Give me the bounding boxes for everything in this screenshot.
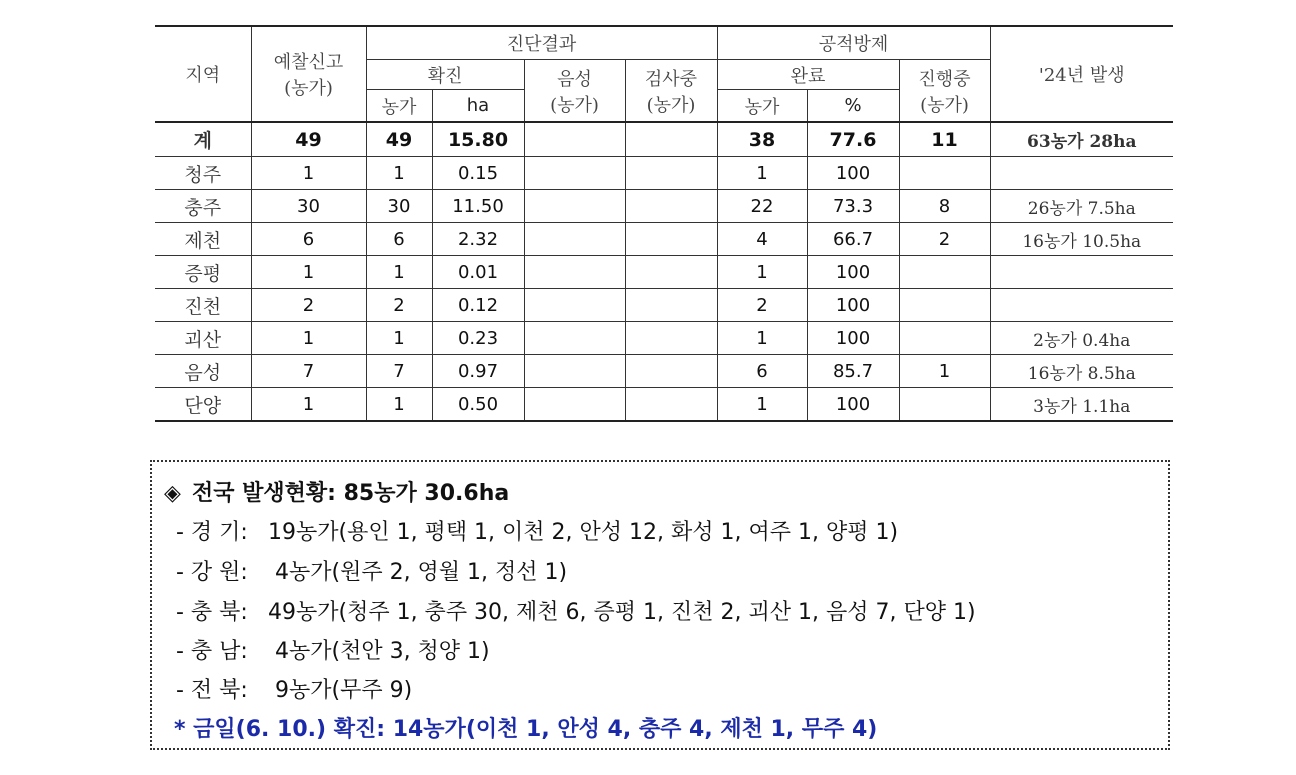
cell-done-farms: 38	[717, 122, 807, 157]
cell-prev	[990, 289, 1173, 322]
cell-region: 진천	[155, 289, 251, 322]
header-done-pct: %	[807, 90, 899, 123]
cell-in-progress: 1	[899, 355, 990, 388]
header-conf-ha: ha	[432, 90, 524, 123]
cell-reported: 1	[251, 322, 366, 355]
cell-negative	[524, 388, 625, 422]
cell-reported: 7	[251, 355, 366, 388]
header-negative-line2: (농가)	[550, 94, 599, 116]
cell-prev: 2농가 0.4ha	[990, 322, 1173, 355]
cell-in-progress	[899, 388, 990, 422]
cell-done-pct: 100	[807, 322, 899, 355]
notice-line-label: - 강 원:	[176, 560, 248, 585]
cell-prev: 63농가 28ha	[990, 122, 1173, 157]
header-in-progress-line1: 진행중	[918, 68, 971, 90]
cell-conf-farms: 1	[366, 322, 432, 355]
header-testing-line1: 검사중	[644, 68, 698, 90]
table-row	[155, 256, 1173, 289]
cell-in-progress	[899, 157, 990, 190]
cell-in-progress: 11	[899, 122, 990, 157]
header-done-farms: 농가	[717, 90, 807, 123]
table-body	[155, 157, 1173, 422]
cell-region: 증평	[155, 256, 251, 289]
header-prev-year: '24년 발생	[990, 26, 1173, 122]
cell-in-progress	[899, 322, 990, 355]
header-done: 완료	[717, 60, 899, 90]
cell-done-pct: 100	[807, 289, 899, 322]
notice-line-chungbuk	[176, 595, 976, 626]
notice-today-confirmed: * 금일(6. 10.) 확진: 14농가(이천 1, 안성 4, 충주 4, 제천 1, 무주 4)	[174, 717, 878, 742]
cell-conf-farms: 1	[366, 256, 432, 289]
notice-line-chungnam	[176, 634, 490, 665]
header-reported	[251, 26, 366, 122]
cell-negative	[524, 355, 625, 388]
cell-conf-farms: 7	[366, 355, 432, 388]
cell-conf-ha: 0.12	[432, 289, 524, 322]
cell-done-farms: 1	[717, 322, 807, 355]
notice-line-text: 49농가(청주 1, 충주 30, 제천 6, 증평 1, 진천 2, 괴산 1, 음성 7, 단양 1)	[268, 600, 976, 625]
cell-conf-farms: 1	[366, 388, 432, 422]
cell-testing	[625, 157, 717, 190]
cell-negative	[524, 122, 625, 157]
cell-in-progress	[899, 256, 990, 289]
cell-conf-farms: 2	[366, 289, 432, 322]
cell-reported: 30	[251, 190, 366, 223]
table-row	[155, 388, 1173, 422]
cell-reported: 49	[251, 122, 366, 157]
header-testing	[625, 60, 717, 123]
cell-negative	[524, 157, 625, 190]
cell-reported: 6	[251, 223, 366, 256]
diamond-bullet-icon: ◈	[164, 481, 181, 506]
cell-reported: 1	[251, 157, 366, 190]
header-in-progress-line2: (농가)	[920, 94, 969, 116]
cell-testing	[625, 223, 717, 256]
outbreak-status-table	[155, 25, 1173, 422]
cell-testing	[625, 388, 717, 422]
header-negative	[524, 60, 625, 123]
notice-headline	[164, 476, 509, 507]
cell-conf-farms: 49	[366, 122, 432, 157]
header-conf-farms: 농가	[366, 90, 432, 123]
cell-conf-ha: 0.23	[432, 322, 524, 355]
cell-region: 청주	[155, 157, 251, 190]
notice-line-gyeonggi	[176, 515, 898, 546]
notice-line-text: 4농가(원주 2, 영월 1, 정선 1)	[268, 560, 568, 585]
cell-testing	[625, 322, 717, 355]
cell-done-farms: 2	[717, 289, 807, 322]
cell-conf-farms: 30	[366, 190, 432, 223]
cell-region: 계	[155, 122, 251, 157]
cell-negative	[524, 322, 625, 355]
header-region: 지역	[155, 26, 251, 122]
cell-done-pct: 100	[807, 388, 899, 422]
cell-conf-ha: 11.50	[432, 190, 524, 223]
cell-testing	[625, 122, 717, 157]
notice-line-jeonbuk	[176, 673, 412, 704]
cell-region: 괴산	[155, 322, 251, 355]
cell-prev: 26농가 7.5ha	[990, 190, 1173, 223]
cell-region: 단양	[155, 388, 251, 422]
notice-line-label: - 충 남:	[176, 639, 248, 664]
cell-prev: 3농가 1.1ha	[990, 388, 1173, 422]
nationwide-status-box	[150, 460, 1170, 750]
cell-done-pct: 100	[807, 256, 899, 289]
cell-negative	[524, 256, 625, 289]
cell-prev: 16농가 8.5ha	[990, 355, 1173, 388]
notice-headline-text: 전국 발생현황: 85농가 30.6ha	[192, 481, 510, 506]
cell-testing	[625, 355, 717, 388]
cell-reported: 1	[251, 256, 366, 289]
cell-done-farms: 1	[717, 157, 807, 190]
cell-region: 음성	[155, 355, 251, 388]
cell-conf-ha: 0.97	[432, 355, 524, 388]
cell-in-progress: 2	[899, 223, 990, 256]
cell-conf-ha: 15.80	[432, 122, 524, 157]
cell-testing	[625, 256, 717, 289]
cell-reported: 1	[251, 388, 366, 422]
table-row	[155, 355, 1173, 388]
cell-done-farms: 1	[717, 256, 807, 289]
cell-done-pct: 73.3	[807, 190, 899, 223]
cell-done-farms: 22	[717, 190, 807, 223]
cell-done-pct: 100	[807, 157, 899, 190]
cell-testing	[625, 190, 717, 223]
notice-line-text: 19농가(용인 1, 평택 1, 이천 2, 안성 12, 화성 1, 여주 1, 양평 1)	[268, 520, 899, 545]
header-testing-line2: (농가)	[646, 94, 696, 116]
notice-line-gangwon	[176, 555, 567, 586]
cell-region: 충주	[155, 190, 251, 223]
cell-region: 제천	[155, 223, 251, 256]
cell-in-progress	[899, 289, 990, 322]
cell-conf-farms: 6	[366, 223, 432, 256]
header-diagnosis: 진단결과	[366, 26, 717, 60]
cell-done-pct: 85.7	[807, 355, 899, 388]
header-control: 공적방제	[717, 26, 990, 60]
notice-line-label: - 전 북:	[176, 678, 248, 703]
table-row	[155, 190, 1173, 223]
cell-done-farms: 6	[717, 355, 807, 388]
cell-done-farms: 4	[717, 223, 807, 256]
cell-done-pct: 66.7	[807, 223, 899, 256]
cell-in-progress: 8	[899, 190, 990, 223]
notice-line-label: - 충 북:	[176, 600, 248, 625]
notice-line-label: - 경 기:	[176, 520, 248, 545]
header-in-progress	[899, 60, 990, 123]
cell-negative	[524, 190, 625, 223]
cell-prev	[990, 256, 1173, 289]
table-row-total	[155, 122, 1173, 157]
notice-line-text: 9농가(무주 9)	[268, 678, 413, 703]
header-confirmed: 확진	[366, 60, 524, 90]
header-reported-line2: (농가)	[284, 78, 333, 99]
cell-testing	[625, 289, 717, 322]
cell-reported: 2	[251, 289, 366, 322]
notice-line-text: 4농가(천안 3, 청양 1)	[268, 639, 490, 664]
cell-negative	[524, 289, 625, 322]
header-reported-line1: 예찰신고	[273, 52, 344, 73]
table-row	[155, 322, 1173, 355]
cell-conf-ha: 0.15	[432, 157, 524, 190]
cell-conf-ha: 2.32	[432, 223, 524, 256]
header-negative-line1: 음성	[557, 68, 592, 90]
cell-conf-ha: 0.01	[432, 256, 524, 289]
table-row	[155, 223, 1173, 256]
cell-negative	[524, 223, 625, 256]
cell-done-pct: 77.6	[807, 122, 899, 157]
table-row	[155, 289, 1173, 322]
cell-prev	[990, 157, 1173, 190]
cell-conf-ha: 0.50	[432, 388, 524, 422]
cell-prev: 16농가 10.5ha	[990, 223, 1173, 256]
cell-done-farms: 1	[717, 388, 807, 422]
table-row	[155, 157, 1173, 190]
cell-conf-farms: 1	[366, 157, 432, 190]
